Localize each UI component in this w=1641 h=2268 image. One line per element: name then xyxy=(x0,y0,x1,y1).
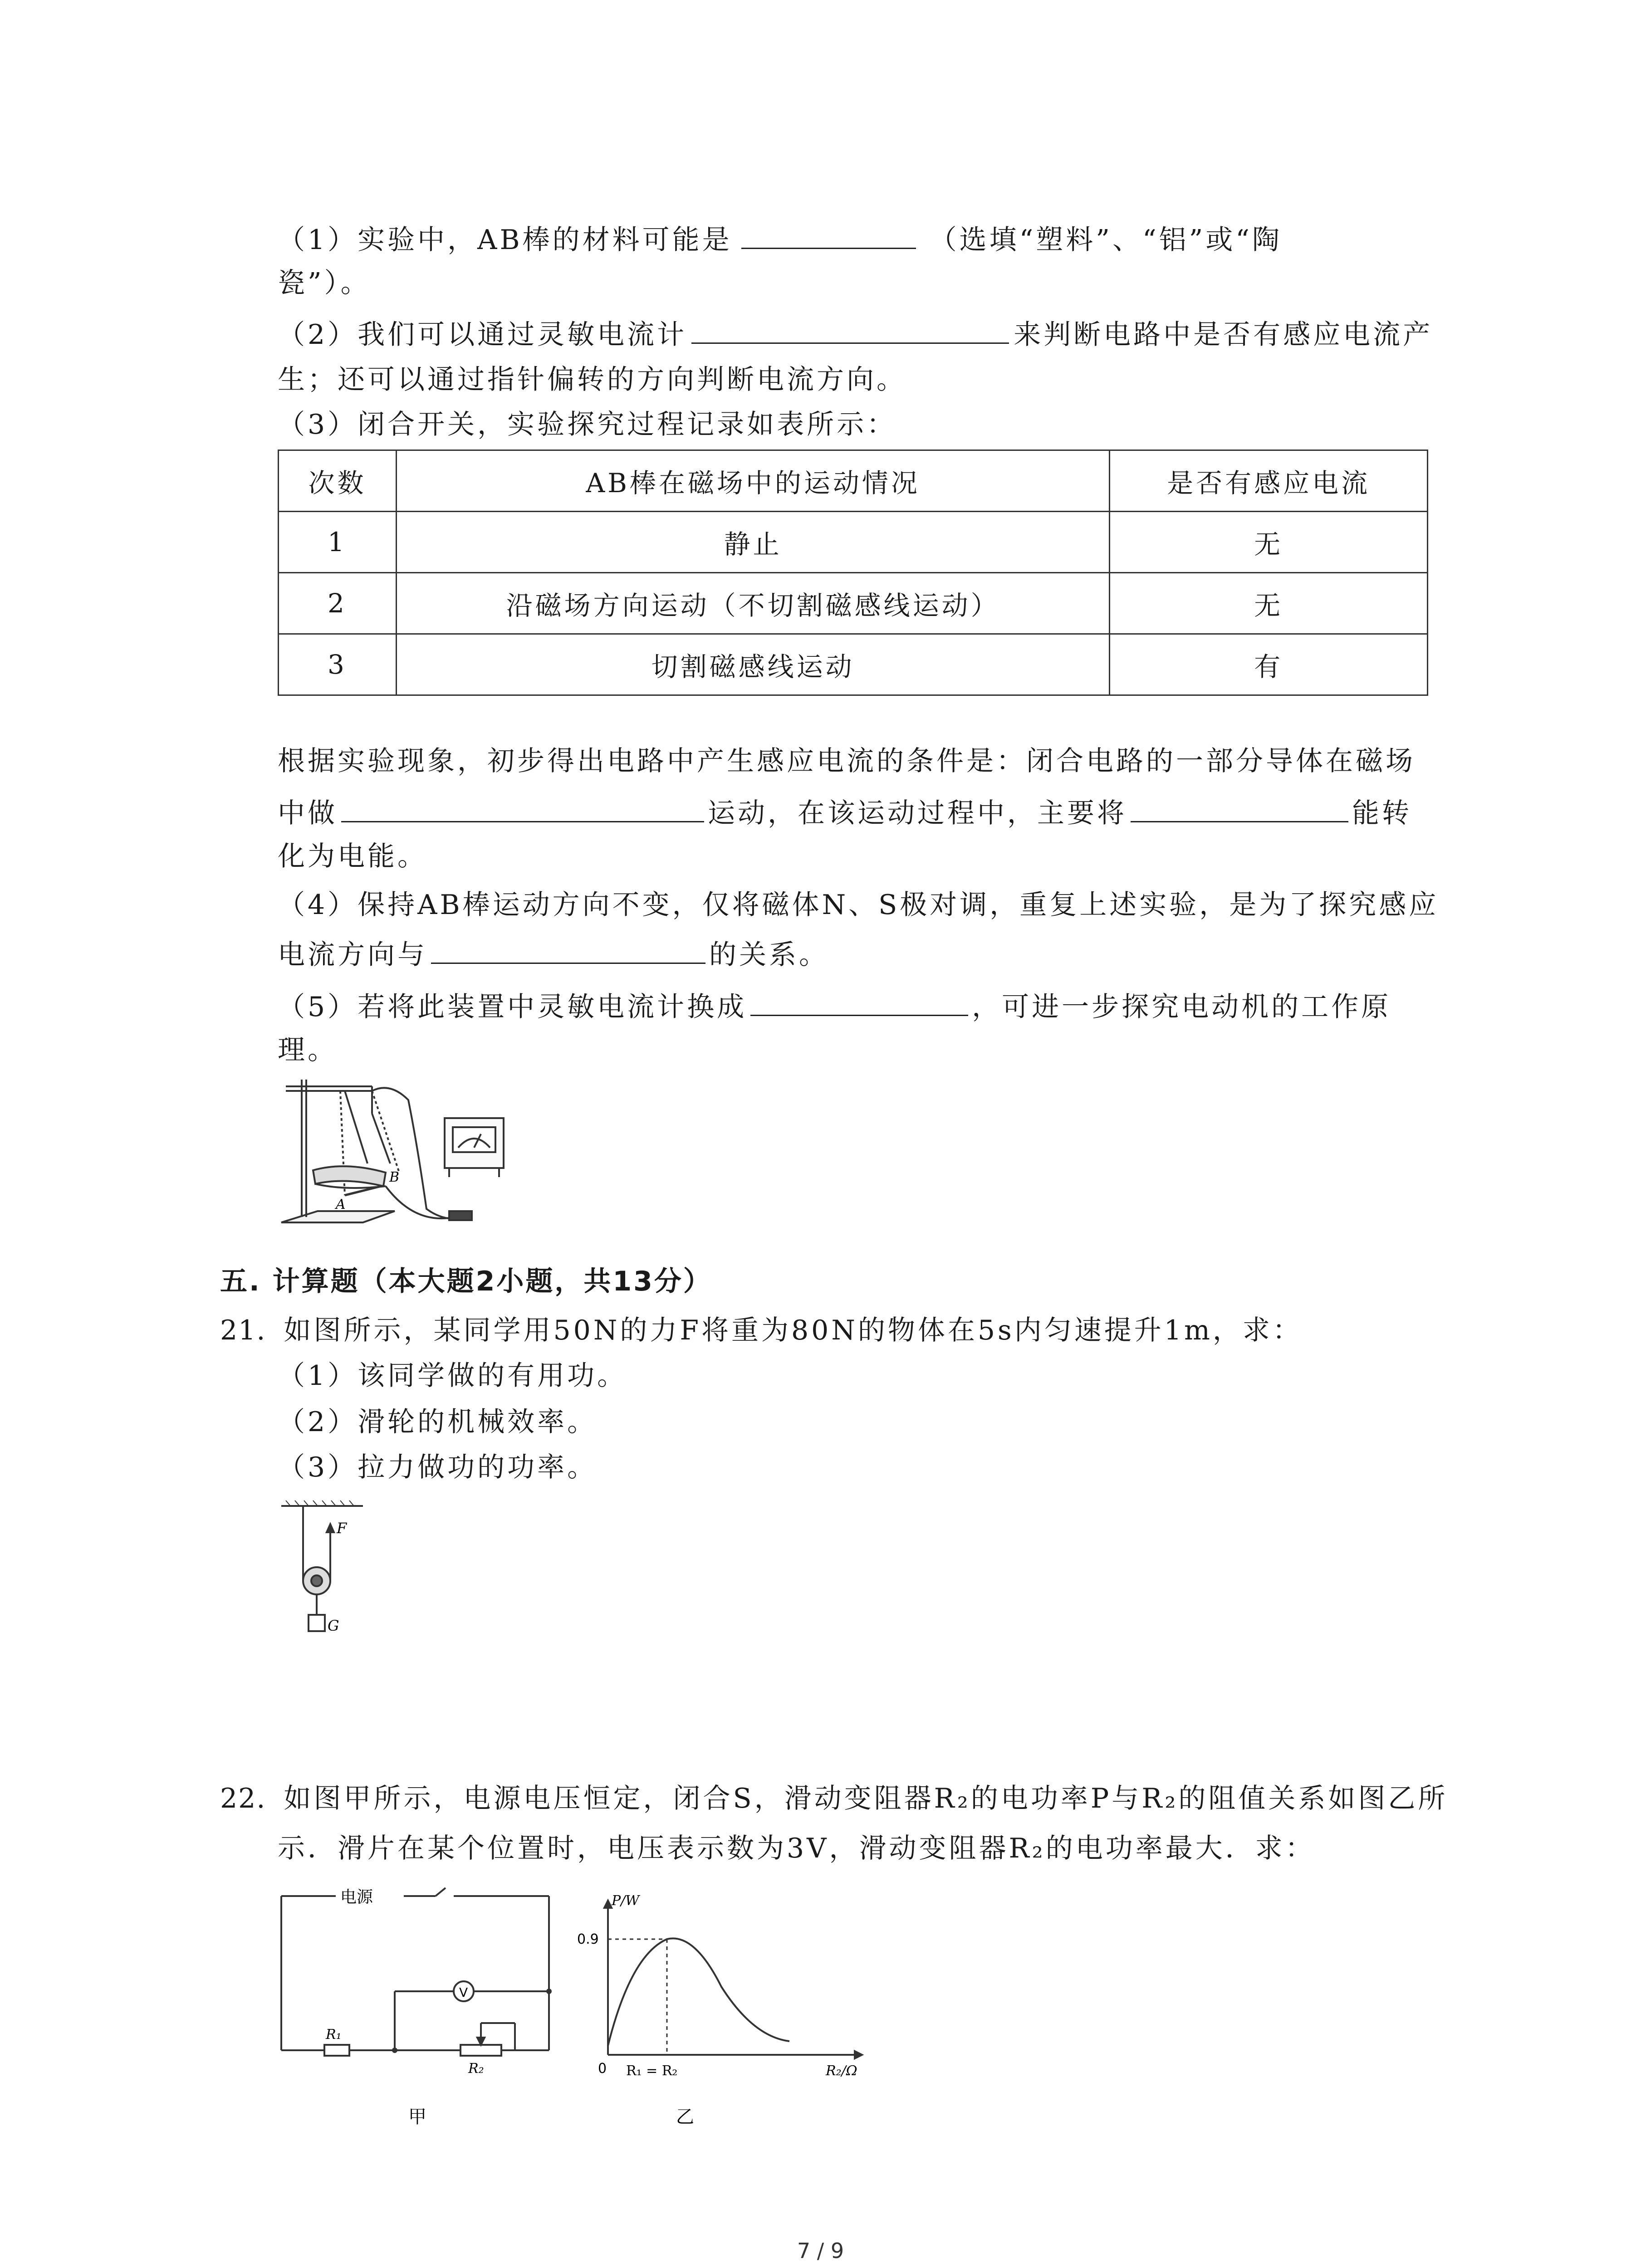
q20-part1-options-end: 瓷”）。 xyxy=(278,267,371,299)
weight-label: G xyxy=(328,1617,339,1634)
q22-number: 22. xyxy=(220,1783,266,1814)
q20-part2-blank[interactable] xyxy=(691,314,1009,344)
q20-part5-line2 xyxy=(278,1032,338,1068)
conclusion-line1 xyxy=(278,743,1416,779)
conclusion-line2 xyxy=(278,793,1412,831)
conclusion-text-c: 运动，在该运动过程中，主要将 xyxy=(708,797,1127,829)
conclusion-text: 根据实验现象，初步得出电路中产生感应电流的条件是：闭合电路的一部分导体在磁场 xyxy=(278,745,1416,777)
figure-label-a: A xyxy=(336,1197,346,1212)
table-header-row xyxy=(279,450,1428,512)
q22-stem-line1 xyxy=(220,1780,1448,1817)
conclusion-line3 xyxy=(278,838,427,875)
figure-caption-yi: 乙 xyxy=(676,2107,694,2127)
pulley-figure xyxy=(272,1497,372,1642)
table-header-cell: 是否有感应电流 xyxy=(1110,450,1428,512)
table-cell: 1 xyxy=(279,512,397,573)
table-cell: 静止 xyxy=(396,512,1109,573)
q21-stem-line xyxy=(220,1312,1303,1349)
q22-stem-line2: 示．滑片在某个位置时，电压表示数为3V，滑动变阻器R₂的电功率最大．求： xyxy=(278,1833,1315,1864)
q20-part2-text-b: 来判断电路中是否有感应电流产 xyxy=(1014,319,1433,351)
q20-part5-text: （5）若将此装置中灵敏电流计换成 xyxy=(278,991,747,1023)
q20-part5-blank[interactable] xyxy=(750,987,968,1016)
q21-stem: 如图所示，某同学用50N的力F将重为80N的物体在5s内匀速提升1m，求： xyxy=(284,1315,1303,1346)
q20-part4-line1 xyxy=(278,887,1439,923)
q21-sub3: （3）拉力做功的功率。 xyxy=(278,1452,598,1483)
q20-part2-text: （2）我们可以通过灵敏电流计 xyxy=(278,319,687,351)
power-resistance-graph xyxy=(577,1892,880,2127)
q20-part1-options: （选填“塑料”、“铝”或“陶 xyxy=(929,224,1282,256)
q21-sub2: （2）滑轮的机械效率。 xyxy=(278,1406,598,1438)
table-cell: 切割磁感线运动 xyxy=(396,634,1109,695)
q20-part4-text-b: 电流方向与 xyxy=(278,939,427,971)
q20-part4-line2 xyxy=(278,934,829,973)
experiment-record-table xyxy=(278,450,1428,696)
table-cell: 3 xyxy=(279,634,397,695)
q20-part5-text-c: 理。 xyxy=(278,1034,338,1066)
table-row xyxy=(279,634,1428,695)
q20-part3-text: （3）闭合开关，实验探究过程记录如表所示： xyxy=(278,409,897,440)
conclusion-text-d: 能转 xyxy=(1352,797,1412,829)
y-axis-label: P/W xyxy=(612,1893,640,1909)
table-cell: 有 xyxy=(1110,634,1428,695)
q20-part1-blank[interactable] xyxy=(741,220,916,249)
q20-part1-line1 xyxy=(278,220,1282,258)
q20-part4-text: （4）保持AB棒运动方向不变，仅将磁体N、S极对调，重复上述实验，是为了探究感应 xyxy=(278,889,1439,921)
table-cell: 沿磁场方向运动（不切割磁感线运动） xyxy=(396,573,1109,634)
page-number: 7 / 9 xyxy=(797,2239,844,2263)
table-cell: 无 xyxy=(1110,573,1428,634)
conclusion-blank-energy[interactable] xyxy=(1131,793,1348,822)
q20-part5-line1 xyxy=(278,987,1391,1025)
table-header-cell: AB棒在磁场中的运动情况 xyxy=(396,450,1109,512)
q20-part2-text-c: 生；还可以通过指针偏转的方向判断电流方向。 xyxy=(278,364,906,396)
q20-part3-line xyxy=(278,406,896,443)
q20-part4-text-c: 的关系。 xyxy=(709,939,829,971)
q21-sub1: （1）该同学做的有用功。 xyxy=(278,1360,627,1392)
r2-label: R₂ xyxy=(468,2061,484,2077)
peak-value-label: 0.9 xyxy=(577,1931,599,1947)
origin-label: 0 xyxy=(598,2061,607,2077)
voltmeter-label: V xyxy=(459,1985,468,2000)
q20-part2-line2 xyxy=(278,362,906,398)
table-row xyxy=(279,573,1428,634)
figure-caption-jia: 甲 xyxy=(408,2107,426,2127)
q20-part4-blank[interactable] xyxy=(431,934,705,964)
table-cell: 无 xyxy=(1110,512,1428,573)
power-source-label: 电源 xyxy=(340,1888,373,1906)
conclusion-text-b: 中做 xyxy=(278,797,338,829)
q20-part1-line2 xyxy=(278,265,371,301)
conclusion-blank-motion[interactable] xyxy=(341,793,704,822)
x-axis-label: R₂/Ω xyxy=(826,2063,857,2079)
peak-x-label: R₁ = R₂ xyxy=(626,2063,678,2079)
force-label: F xyxy=(337,1520,347,1537)
q20-part1-text: （1）实验中，AB棒的材料可能是 xyxy=(278,224,732,256)
r1-label: R₁ xyxy=(326,2027,342,2043)
q22-stem-a: 如图甲所示，电源电压恒定，闭合S，滑动变阻器R₂的电功率P与R₂的阻值关系如图乙所 xyxy=(284,1783,1448,1814)
q20-part2-line1 xyxy=(278,314,1433,353)
circuit-diagram xyxy=(272,1882,572,2136)
q21-number: 21. xyxy=(220,1315,266,1346)
figure-label-b: B xyxy=(389,1169,400,1185)
section-heading: 五. 计算题（本大题2小题，共13分） xyxy=(220,1266,712,1297)
induction-apparatus-figure xyxy=(277,1073,513,1241)
table-row xyxy=(279,512,1428,573)
conclusion-text-e: 化为电能。 xyxy=(278,841,427,872)
table-header-cell: 次数 xyxy=(279,450,397,512)
q20-part5-text-b: ，可进一步探究电动机的工作原 xyxy=(972,991,1391,1023)
table-cell: 2 xyxy=(279,573,397,634)
